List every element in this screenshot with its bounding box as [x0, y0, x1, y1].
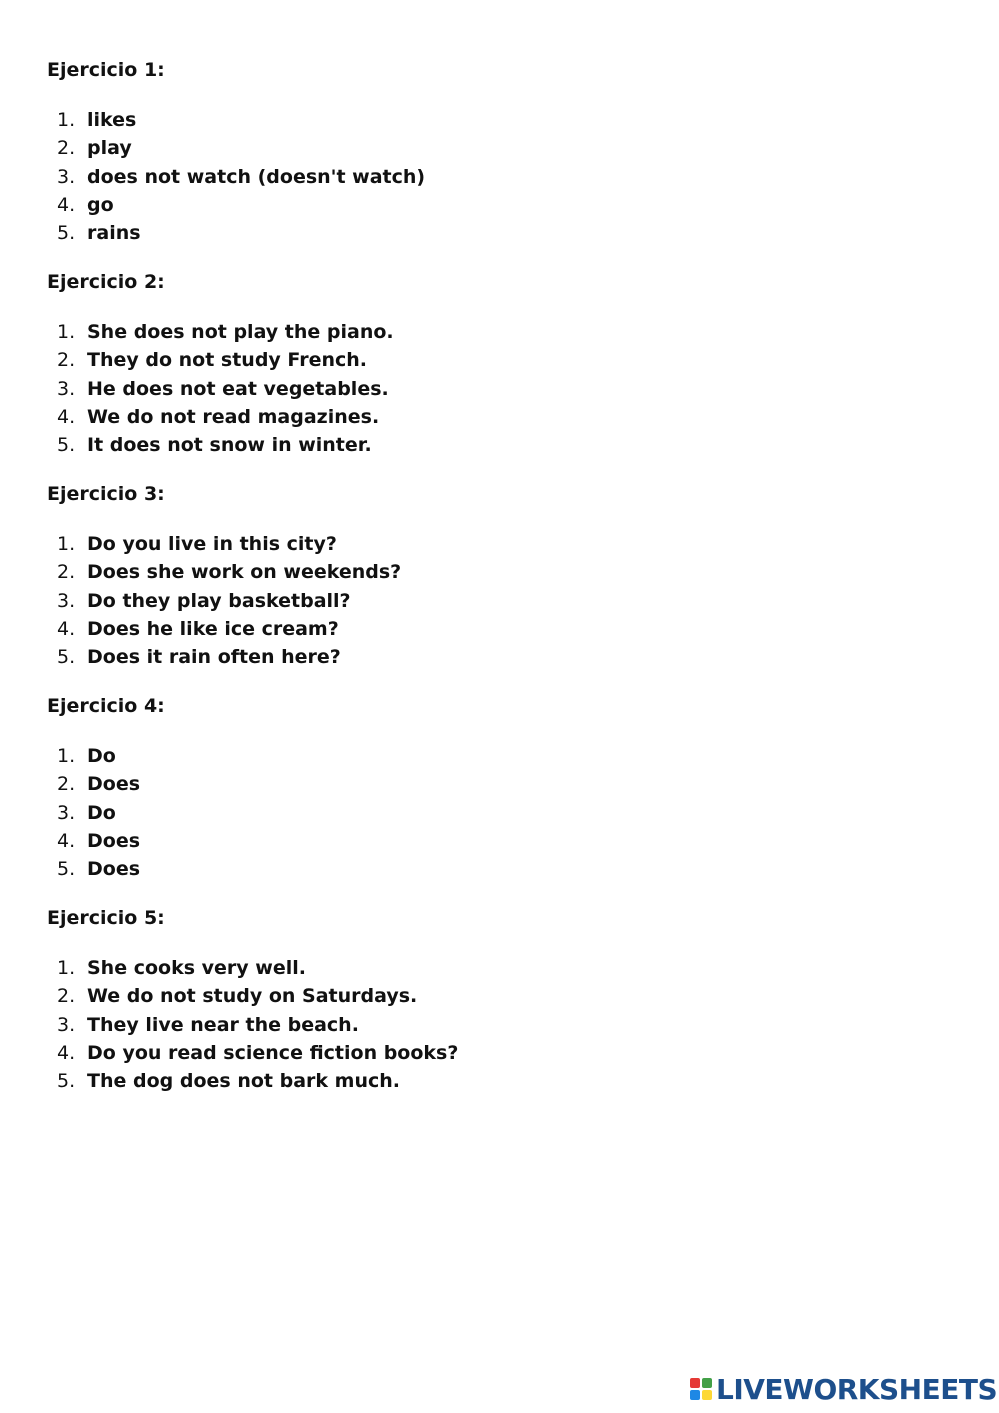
answer-text: Do you read science fiction books? [87, 1041, 459, 1064]
logo-blocks-icon [690, 1378, 712, 1400]
exercise-1 [47, 58, 747, 245]
item-number: 3. [57, 377, 76, 400]
logo-block-icon [702, 1378, 712, 1388]
item-number: 4. [57, 829, 76, 852]
item-number: 2. [57, 137, 76, 160]
liveworksheets-logo [690, 1372, 997, 1406]
item-number: 3. [57, 589, 76, 612]
item-number: 3. [57, 801, 76, 824]
answer-text: We do not study on Saturdays. [87, 985, 418, 1008]
item-number: 5. [57, 858, 76, 881]
exercise-3-title: Ejercicio 3: [47, 483, 165, 505]
logo-text: LIVEWORKSHEETS [716, 1372, 998, 1406]
item-number: 5. [57, 434, 76, 457]
answer-text: She does not play the piano. [87, 321, 394, 343]
exercise-5 [47, 906, 747, 1093]
answer-text: play [87, 137, 132, 160]
exercise-5-title: Ejercicio 5: [47, 907, 165, 929]
item-number: 3. [57, 165, 76, 188]
item-number: 3. [57, 1013, 76, 1036]
item-number: 4. [57, 193, 76, 216]
exercise-2-title: Ejercicio 2: [47, 271, 165, 293]
item-number: 2. [57, 561, 76, 584]
answer-text: Do [87, 745, 116, 767]
answer-text: go [87, 193, 114, 216]
answer-text: She cooks very well. [87, 957, 306, 979]
item-number: 2. [57, 773, 76, 796]
answer-text: Do [87, 801, 116, 824]
answer-text: likes [87, 109, 137, 131]
answer-text: He does not eat vegetables. [87, 377, 389, 400]
answer-text: Does [87, 829, 141, 852]
logo-block-icon [690, 1378, 700, 1388]
answer-text: Do they play basketball? [87, 589, 351, 612]
item-number: 1. [57, 321, 76, 343]
item-number: 1. [57, 109, 76, 131]
logo-block-icon [690, 1390, 700, 1400]
exercise-1-title: Ejercicio 1: [47, 59, 165, 81]
answer-text: They live near the beach. [87, 1013, 359, 1036]
answer-text: Does [87, 773, 141, 796]
answer-text: Does she work on weekends? [87, 561, 402, 584]
item-number: 1. [57, 957, 76, 979]
exercise-4 [47, 694, 747, 881]
item-number: 4. [57, 617, 76, 640]
exercise-2 [47, 270, 747, 457]
item-number: 2. [57, 349, 76, 372]
answer-text: They do not study French. [87, 349, 367, 372]
item-number: 2. [57, 985, 76, 1008]
answer-text: Does he like ice cream? [87, 617, 339, 640]
answer-text: does not watch (doesn't watch) [87, 165, 426, 188]
answer-text: It does not snow in winter. [87, 434, 372, 457]
answer-text: The dog does not bark much. [87, 1070, 400, 1093]
item-number: 4. [57, 405, 76, 428]
exercise-4-title: Ejercicio 4: [47, 695, 165, 717]
item-number: 5. [57, 1070, 76, 1093]
answer-text: Does it rain often here? [87, 646, 341, 669]
logo-block-icon [702, 1390, 712, 1400]
answer-text: Do you live in this city? [87, 533, 337, 555]
item-number: 1. [57, 533, 76, 555]
item-number: 5. [57, 646, 76, 669]
answer-text: rains [87, 222, 141, 245]
item-number: 5. [57, 222, 76, 245]
answer-text: Does [87, 858, 141, 881]
exercise-3 [47, 482, 747, 669]
item-number: 4. [57, 1041, 76, 1064]
answer-text: We do not read magazines. [87, 405, 380, 428]
item-number: 1. [57, 745, 76, 767]
